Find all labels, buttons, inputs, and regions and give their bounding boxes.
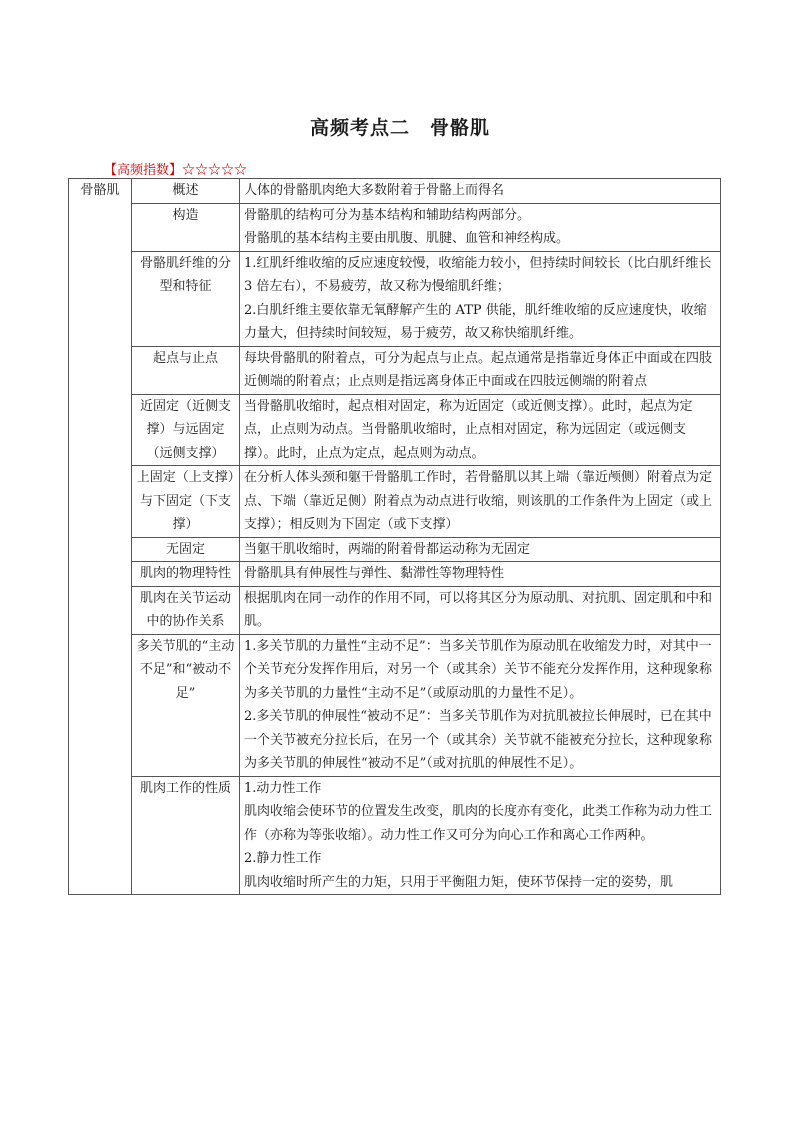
item-description — [240, 179, 721, 204]
description-line: 2.白肌纤维主要依靠无氧酵解产生的 ATP 供能，肌纤维收缩的反应速度快，收缩力量大，但持续时间较短，易于疲劳，故又称快缩肌纤维。 — [244, 302, 707, 341]
description-line: 根据肌肉在同一动作的作用不同，可以将其区分为原动肌、对抗肌、固定肌和中和肌。 — [244, 590, 713, 629]
item-description — [240, 562, 721, 587]
item-description — [240, 634, 721, 776]
table-row — [69, 562, 721, 587]
table-row — [69, 251, 721, 346]
item-description — [240, 251, 721, 346]
description-line: 肌肉收缩时所产生的力矩，只用于平衡阻力矩，使环节保持一定的姿势，肌 — [244, 874, 674, 890]
description-line: 肌肉收缩会使环节的位置发生改变，肌肉的长度亦有变化，此类工作称为动力性工作（亦称为等张收缩）。动力性工作又可分为向心工作和离心工作两种。 — [244, 804, 713, 843]
item-description — [240, 203, 721, 251]
item-description — [240, 537, 721, 562]
item-name: 多关节肌的“主动不足”和“被动不足” — [132, 634, 240, 776]
description-line: 当躯干肌收缩时，两端的附着骨都运动称为无固定 — [244, 541, 531, 557]
item-name: 无固定 — [132, 537, 240, 562]
item-name: 肌肉工作的性质 — [132, 776, 240, 895]
item-description — [240, 586, 721, 634]
table-row — [69, 537, 721, 562]
item-name: 概述 — [132, 179, 240, 204]
item-name: 起点与止点 — [132, 346, 240, 394]
frequency-stars: ☆☆☆☆☆ — [182, 163, 248, 178]
table-row — [69, 179, 721, 204]
description-line: 2.多关节肌的伸展性“被动不足”：当多关节肌作为对抗肌被拉长伸展时，已在其中一个关节被充分拉长后，在另一个（或其余）关节就不能被充分拉长，这种现象称为多关节肌的伸展性“被动不足”（或对抗肌的伸展性不足）。 — [244, 709, 713, 771]
description-line: 骨骼肌具有伸展性与弹性、黏滞性等物理特性 — [244, 566, 505, 581]
description-line: 在分析人体头颈和躯干骨骼肌工作时，若骨骼肌以其上端（靠近颅侧）附着点为定点、下端（靠近足侧）附着点为动点进行收缩，则该肌的工作条件为上固定（或上支撑）；相反则为下固定（或下支撑） — [244, 470, 713, 532]
table-row — [69, 466, 721, 538]
item-name: 肌肉的物理特性 — [132, 562, 240, 587]
table-row — [69, 203, 721, 251]
description-line: 2.静力性工作 — [244, 851, 322, 866]
knowledge-table — [68, 178, 721, 895]
table-row — [69, 634, 721, 776]
item-description — [240, 466, 721, 538]
description-line: 当骨骼肌收缩时，起点相对固定，称为近固定（或近侧支撑）。此时，起点为定点，止点则为动点。当骨骼肌收缩时，止点相对固定，称为远固定（或远侧支撑）。此时，止点为定点，起点则为动点。 — [244, 398, 693, 461]
description-line: 1.红肌纤维收缩的反应速度较慢，收缩能力较小，但持续时间较长（比白肌纤维长 3 倍左右），不易疲劳，故又称为慢缩肌纤维； — [244, 255, 712, 294]
item-name: 构造 — [132, 203, 240, 251]
table-row — [69, 776, 721, 895]
description-line: 1.多关节肌的力量性“主动不足”：当多关节肌作为原动肌在收缩发力时，对其中一个关节充分发挥作用后，对另一个（或其余）关节不能充分发挥作用，这种现象称为多关节肌的力量性“主动不足”（或原动肌的力量性不足）。 — [244, 638, 713, 701]
table-row — [69, 346, 721, 394]
description-line: 人体的骨骼肌肉绝大多数附着于骨骼上而得名 — [244, 183, 505, 198]
description-line: 骨骼肌的基本结构主要由肌腹、肌腱、血管和神经构成。 — [244, 231, 570, 246]
page-title: 高频考点二 骨骼肌 — [309, 117, 490, 139]
frequency-index — [104, 159, 247, 178]
item-description — [240, 776, 721, 895]
item-name: 骨骼肌纤维的分型和特征 — [132, 251, 240, 346]
table-row — [69, 394, 721, 466]
item-name: 肌肉在关节运动中的协作关系 — [132, 586, 240, 634]
table-row — [69, 586, 721, 634]
frequency-label: 【高频指数】 — [104, 163, 183, 178]
description-line: 骨骼肌的结构可分为基本结构和辅助结构两部分。 — [244, 207, 531, 223]
category-cell: 骨骼肌 — [69, 179, 132, 895]
description-line: 1.动力性工作 — [244, 780, 322, 796]
item-description — [240, 346, 721, 394]
item-description — [240, 394, 721, 466]
description-line: 每块骨骼肌的附着点，可分为起点与止点。起点通常是指靠近身体正中面或在四肢近侧端的附着点；止点则是指远离身体正中面或在四肢远侧端的附着点 — [244, 350, 713, 389]
item-name: 近固定（近侧支撑）与远固定（远侧支撑） — [132, 394, 240, 466]
item-name: 上固定（上支撑）与下固定（下支撑） — [132, 466, 240, 538]
